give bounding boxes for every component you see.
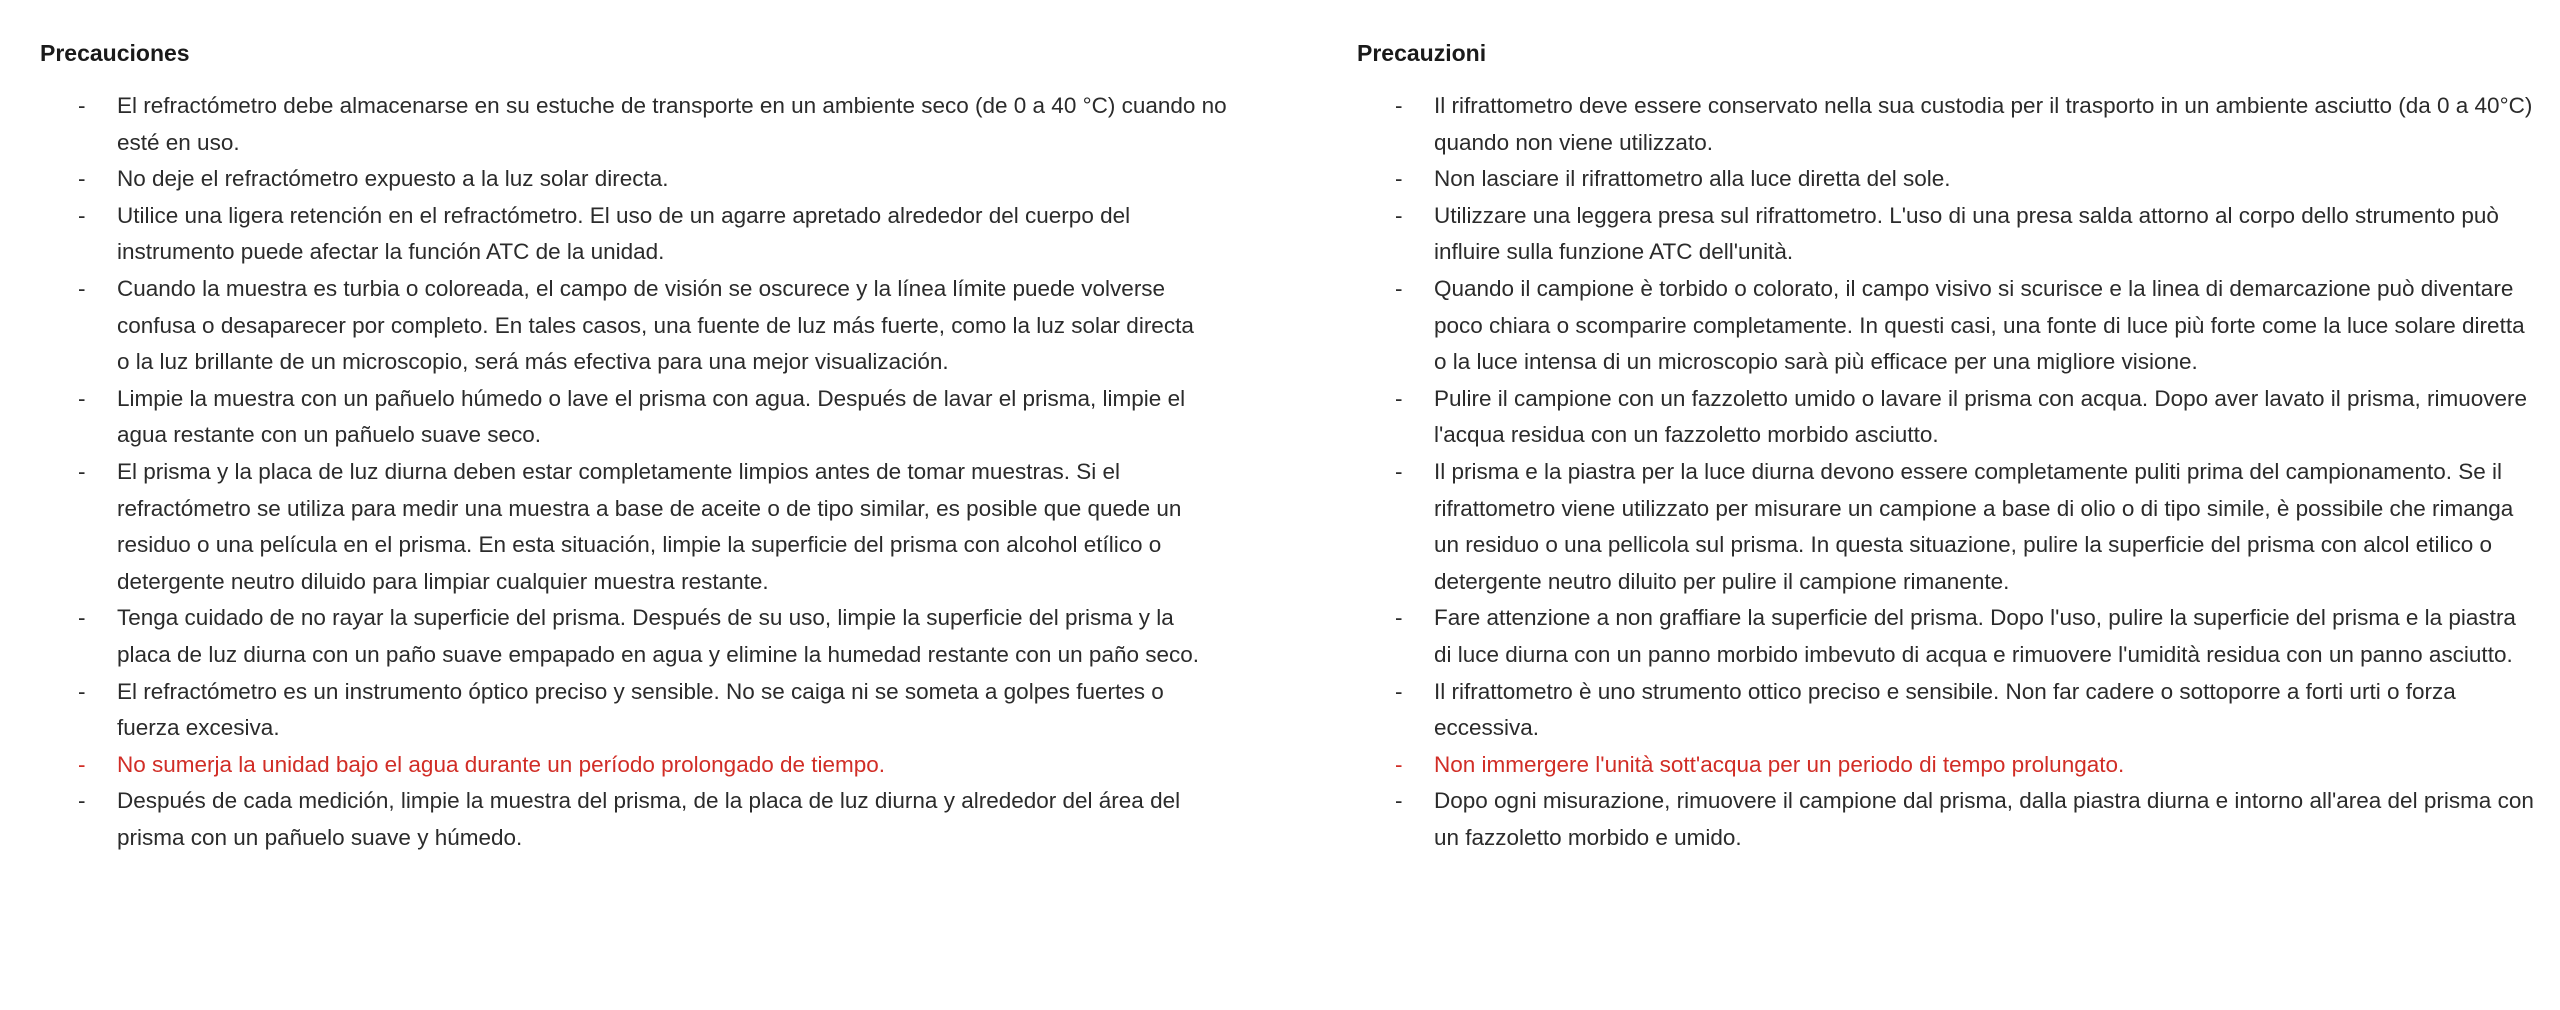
warning-list-item <box>1357 747 2537 784</box>
list-item-text: Pulire il campione con un fazzoletto umido o lavare il prisma con acqua. Dopo aver lavato il prisma, rimuovere l'acqua residua con un fazzoletto morbido asciutto. <box>1434 385 2528 448</box>
list-item <box>40 381 1210 454</box>
list-item <box>40 783 1210 856</box>
bullet-dash: - <box>78 166 86 192</box>
bullet-dash: - <box>1395 202 1403 228</box>
precautions-italian-section <box>1357 38 2537 856</box>
bullet-dash: - <box>78 275 86 301</box>
list-item-text: No deje el refractómetro expuesto a la luz solar directa. <box>117 166 669 192</box>
list-item-text: Il prisma e la piastra per la luce diurna devono essere completamente puliti prima del campionamento. Se il rifrattometro viene utilizzato per misurare un campione a base di olio o di tipo simile, è possibile che rimanga un residuo o una pellicola sul prisma. In questa situazione, pulire la superficie del prisma con alcol etilico o detergente neutro diluito per pulire il campione rimanente. <box>1434 458 2514 594</box>
list-item <box>1357 88 2537 161</box>
bullet-dash: - <box>78 788 86 814</box>
list-item-text: Tenga cuidado de no rayar la superficie del prisma. Después de su uso, limpie la superficie del prisma y la placa de luz diurna con un paño suave empapado en agua y elimine la humedad restante con un paño seco. <box>117 605 1200 667</box>
bullet-dash: - <box>1395 605 1403 631</box>
list-item <box>40 271 1210 381</box>
list-item <box>40 454 1210 600</box>
list-item-text: Utilice una ligera retención en el refractómetro. El uso de un agarre apretado alrededor del cuerpo del instrumento puede afectar la función ATC de la unidad. <box>117 202 1131 265</box>
section-title: Precauciones <box>40 40 190 66</box>
bullet-dash: - <box>78 678 86 704</box>
list-item-text: Quando il campione è torbido o colorato, il campo visivo si scurisce e la linea di demarcazione può diventare poco chiara o scomparire completamente. In questi casi, una fonte di luce più forte come la luce solare diretta o la luce intensa di un microscopio sarà più efficace per una migliore visione. <box>1434 275 2525 375</box>
bullet-dash: - <box>78 605 86 631</box>
list-item <box>40 674 1210 747</box>
bullet-dash: - <box>1395 751 1403 777</box>
bullet-dash: - <box>78 751 86 777</box>
bullet-dash: - <box>78 458 86 484</box>
precautions-spanish-section <box>40 38 1227 856</box>
bullet-dash: - <box>1395 678 1403 704</box>
bullet-dash: - <box>1395 166 1403 192</box>
bullet-dash: - <box>1395 458 1403 484</box>
list-item-text: El prisma y la placa de luz diurna deben estar completamente limpios antes de tomar muestras. Si el refractómetro se utiliza para medir una muestra a base de aceite o de tipo similar, es posible que quede un residuo o una película en el prisma. En esta situación, limpie la superficie del prisma con alcohol etílico o detergente neutro diluido para limpiar cualquier muestra restante. <box>117 458 1182 594</box>
list-item <box>1357 674 2537 747</box>
list-item-text: Limpie la muestra con un pañuelo húmedo o lave el prisma con agua. Después de lavar el prisma, limpie el agua restante con un pañuelo suave seco. <box>117 385 1186 448</box>
list-item <box>1357 161 2537 198</box>
list-item-text: Después de cada medición, limpie la muestra del prisma, de la placa de luz diurna y alrededor del área del prisma con un pañuelo suave y húmedo. <box>117 788 1181 850</box>
list-item-text: El refractómetro debe almacenarse en su estuche de transporte en un ambiente seco (de 0 a 40 °C) cuando no esté en uso. <box>117 93 1227 155</box>
list-item-text: Non immergere l'unità sott'acqua per un periodo di tempo prolungato. <box>1434 751 2125 777</box>
list-item <box>40 161 1210 198</box>
list-item <box>40 88 1227 161</box>
list-item <box>1357 198 2537 271</box>
section-title: Precauzioni <box>1357 40 1487 66</box>
bullet-dash: - <box>1395 275 1403 301</box>
list-item <box>1357 271 2537 381</box>
list-item <box>1357 600 2537 673</box>
bullet-dash: - <box>78 202 86 228</box>
list-item-text: Fare attenzione a non graffiare la superficie del prisma. Dopo l'uso, pulire la superficie del prisma e la piastra di luce diurna con un panno morbido imbevuto di acqua e rimuovere l'umidità residua con un panno asciutto. <box>1434 605 2516 667</box>
bullet-dash: - <box>1395 385 1403 411</box>
precautions-list <box>40 88 1227 856</box>
bullet-dash: - <box>78 93 86 118</box>
list-item-text: Dopo ogni misurazione, rimuovere il campione dal prisma, dalla piastra diurna e intorno all'area del prisma con un fazzoletto morbido e umido. <box>1434 788 2534 850</box>
list-item <box>1357 381 2537 454</box>
bullet-dash: - <box>78 385 86 411</box>
list-item <box>1357 783 2537 856</box>
precautions-list <box>1357 88 2537 856</box>
list-item-text: Il rifrattometro è uno strumento ottico preciso e sensibile. Non far cadere o sottoporre a forti urti o forza eccessiva. <box>1434 678 2456 741</box>
warning-list-item <box>40 747 1210 784</box>
list-item-text: Utilizzare una leggera presa sul rifrattometro. L'uso di una presa salda attorno al corpo dello strumento può influire sulla funzione ATC dell'unità. <box>1434 202 2499 265</box>
list-item <box>40 600 1210 673</box>
list-item-text: Cuando la muestra es turbia o coloreada, el campo de visión se oscurece y la línea límite puede volverse confusa o desaparecer por completo. En tales casos, una fuente de luz más fuerte, como la luz solar directa o la luz brillante de un microscopio, será más efectiva para una mejor visualización. <box>117 275 1194 375</box>
list-item-text: Non lasciare il rifrattometro alla luce diretta del sole. <box>1434 166 1951 192</box>
list-item-text: El refractómetro es un instrumento óptico preciso y sensible. No se caiga ni se someta a golpes fuertes o fuerza excesiva. <box>117 678 1164 741</box>
list-item-text: Il rifrattometro deve essere conservato nella sua custodia per il trasporto in un ambiente asciutto (da 0 a 40°C) quando non viene utilizzato. <box>1434 93 2533 155</box>
list-item <box>40 198 1210 271</box>
list-item <box>1357 454 2537 600</box>
list-item-text: No sumerja la unidad bajo el agua durante un período prolongado de tiempo. <box>117 751 886 777</box>
bullet-dash: - <box>1395 93 1403 118</box>
bullet-dash: - <box>1395 788 1403 814</box>
